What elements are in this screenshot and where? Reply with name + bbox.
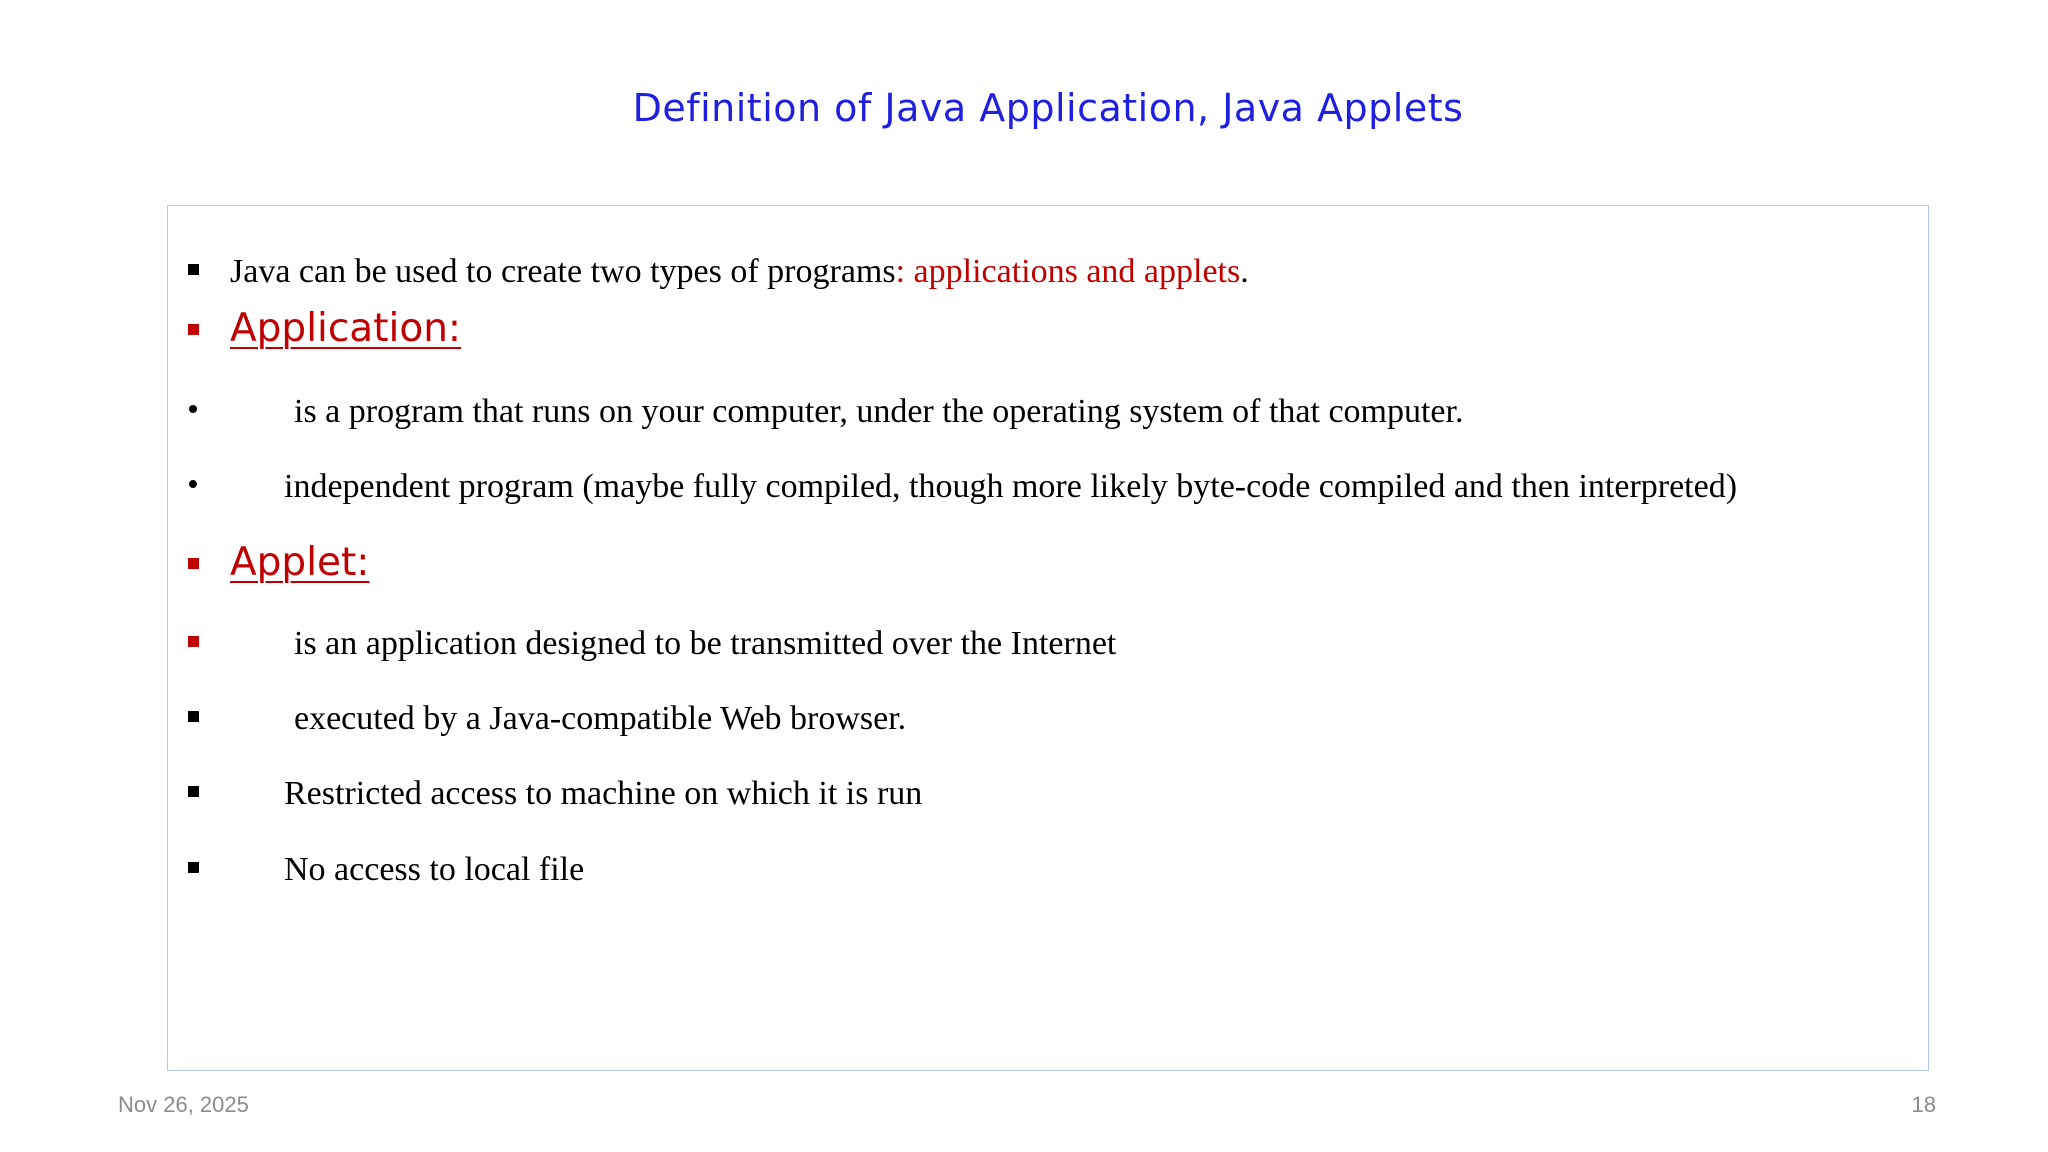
square-bullet-icon	[188, 324, 199, 335]
applet-point-text: is an application designed to be transmitted over the Internet	[294, 625, 1117, 662]
bullet-applet-point-3	[168, 756, 1928, 812]
round-bullet-icon	[189, 480, 197, 488]
intro-suffix: .	[1240, 253, 1249, 290]
applet-point-text: No access to local file	[284, 851, 585, 888]
square-bullet-icon	[188, 786, 199, 797]
bullet-applet-heading	[168, 528, 1928, 585]
applet-point-text: Restricted access to machine on which it is run	[284, 775, 923, 812]
round-bullet-icon	[189, 405, 197, 413]
applet-heading: Applet:	[230, 540, 370, 585]
bullet-application-heading	[168, 296, 1928, 351]
bullet-intro	[168, 234, 1928, 290]
page-number: 18	[1911, 1092, 1936, 1117]
slide-title: Definition of Java Application, Java Applets	[632, 86, 1464, 130]
square-bullet-icon	[188, 558, 199, 569]
application-point-text: is a program that runs on your computer, under the operating system of that computer.	[294, 393, 1464, 430]
square-bullet-icon	[188, 264, 199, 275]
intro-prefix: Java can be used to create two types of programs	[230, 253, 896, 290]
square-bullet-icon	[188, 711, 199, 722]
application-heading: Application:	[230, 306, 462, 351]
intro-highlight: : applications and applets	[895, 253, 1241, 290]
footer-date: Nov 26, 2025	[118, 1092, 249, 1117]
applet-point-text: executed by a Java-compatible Web browser.	[294, 700, 907, 737]
bullet-applet-point-1	[168, 606, 1928, 662]
bullet-applet-point-2	[168, 681, 1928, 737]
square-bullet-icon	[188, 862, 199, 873]
application-point-text: independent program (maybe fully compiled, though more likely byte-code compiled and then interpreted)	[284, 468, 1738, 505]
content-box	[167, 205, 1929, 1071]
bullet-application-point-1	[168, 374, 1928, 430]
square-bullet-icon	[188, 636, 199, 647]
intro-text	[230, 252, 1249, 292]
bullet-applet-point-4	[168, 832, 1928, 888]
bullet-application-point-2	[168, 449, 1928, 505]
